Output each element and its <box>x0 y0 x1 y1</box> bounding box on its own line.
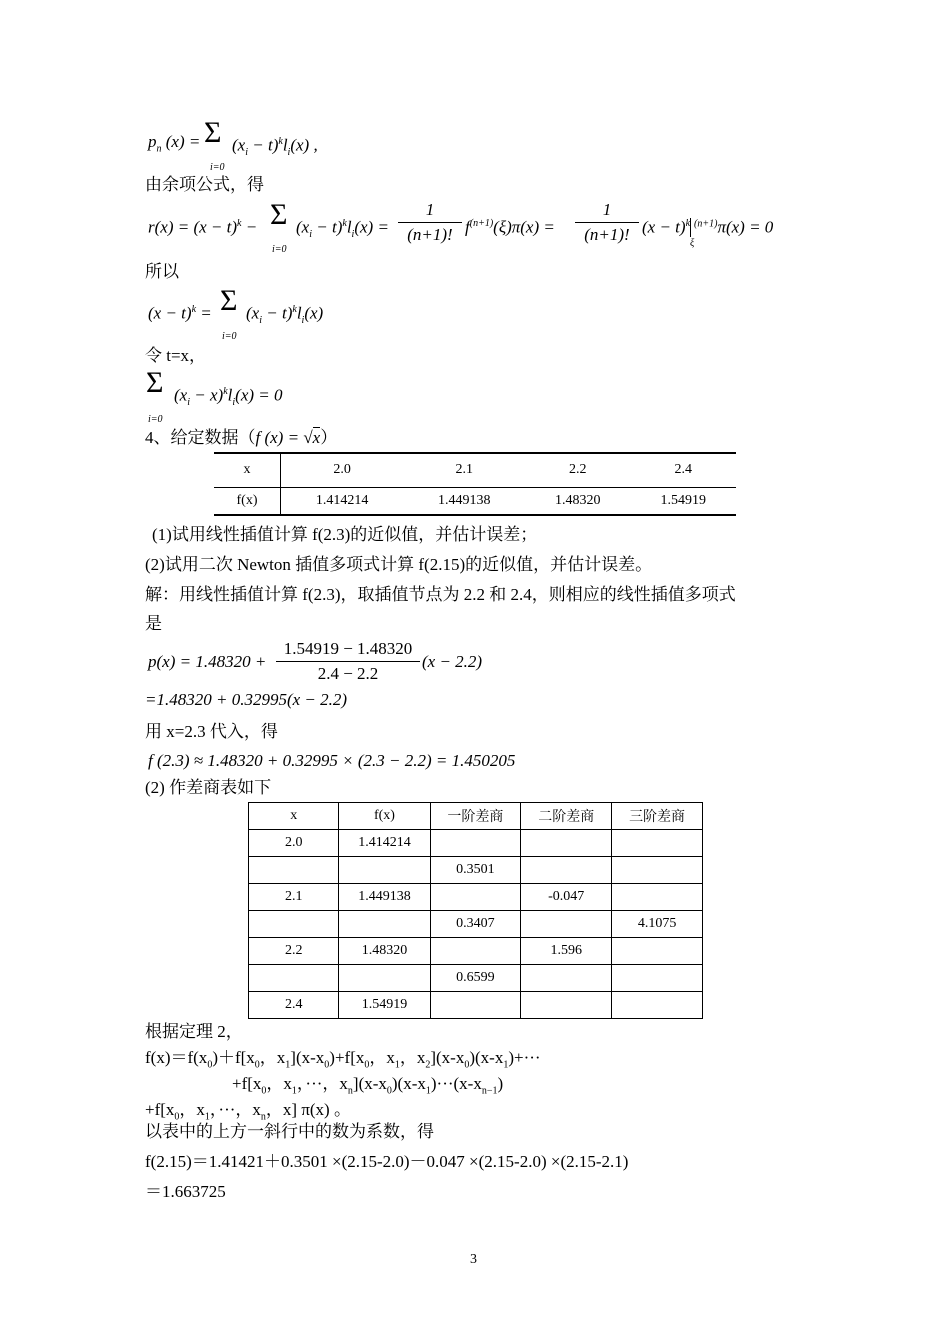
eq-identity-body: $(x_i - t)^kl_i(x)$ <box>246 303 324 327</box>
sum-limit: i=0 <box>272 244 287 255</box>
table-cell: 0.3501 <box>430 857 521 884</box>
table-cell: 1.48320 <box>339 938 430 965</box>
text-remainder: 由余项公式，得 <box>145 175 264 194</box>
coefficient-text: 以表中的上方一斜行中的数为系数，得 <box>145 1122 434 1141</box>
substitute-text: 用 x=2.3 代入，得 <box>145 722 278 741</box>
table-cell: 1.48320 <box>555 492 601 508</box>
eq-zero: $(x_i - x)^kl_i(x) = 0$ <box>174 385 283 409</box>
table-cell: 2.2 <box>569 462 587 478</box>
table-cell <box>612 965 703 992</box>
eq-approx: f (2.3) ≈ 1.48320 + 0.32995 × (2.3 − 2.2) = 1.450205 <box>148 751 516 770</box>
table-cell <box>521 911 612 938</box>
table-cell: 1.414214 <box>339 830 430 857</box>
eq-linear: p(x) = 1.48320 + <box>148 652 267 671</box>
eq-remainder-mid: $(x_i - t)^kl_i(x)$ = <box>296 217 389 241</box>
table-row <box>249 830 703 857</box>
table-cell <box>612 830 703 857</box>
table-cell <box>339 965 430 992</box>
solution-intro: 解：用线性插值计算 f(2.3)，取插值节点为 2.2 和 2.4，则相应的线性插值多项式 <box>145 585 736 604</box>
table-cell <box>249 965 339 992</box>
table-cell: -0.047 <box>521 884 612 911</box>
sum-symbol: Σ <box>270 198 288 231</box>
table-row <box>249 911 703 938</box>
table-header-row <box>249 803 703 830</box>
table-cell: 2.1 <box>455 462 473 478</box>
sum-limit: i=0 <box>210 162 225 173</box>
table-row <box>249 884 703 911</box>
fraction: 1 (n+1)! <box>398 200 462 245</box>
table-cell: 2.0 <box>333 462 351 478</box>
divided-difference-table <box>248 802 703 1019</box>
eq-remainder: $r(x) = (x - t)^k$ − <box>148 217 258 237</box>
table-cell <box>521 857 612 884</box>
table-cell <box>249 911 339 938</box>
diff-table-intro: (2) 作差商表如下 <box>145 778 272 797</box>
eq-remainder-right: $f^{(n+1)}(\xi)\pi(x)$ = <box>465 217 555 237</box>
table-row <box>249 992 703 1019</box>
table-cell: 0.6599 <box>430 965 521 992</box>
eq-linear-tail: (x − 2.2) <box>422 652 483 671</box>
table-cell: 1.54919 <box>339 992 430 1019</box>
table-row <box>214 453 736 487</box>
task-1: (1)试用线性插值计算 f(2.3)的近似值，并估计误差； <box>152 525 538 544</box>
table-cell <box>430 830 521 857</box>
table-row <box>249 857 703 884</box>
sum-limit: i=0 <box>222 331 237 342</box>
solution-intro-cont: 是 <box>145 614 162 633</box>
table-cell <box>430 938 521 965</box>
fraction: 1 (n+1)! <box>575 200 639 245</box>
eq-linear-simplified: =1.48320 + 0.32995(x − 2.2) <box>145 690 348 709</box>
table-cell <box>521 830 612 857</box>
header-cell: 二阶差商 <box>521 803 612 830</box>
eq-pn-body: $(x_i - t)^kl_i(x)$ , <box>232 135 318 159</box>
data-table <box>214 452 736 516</box>
header-cell: 一阶差商 <box>430 803 521 830</box>
header-cell: f(x) <box>339 803 430 830</box>
text-so: 所以 <box>145 262 179 281</box>
sum-symbol: Σ <box>204 116 222 149</box>
table-cell: 2.4 <box>674 462 692 478</box>
table-cell <box>339 911 430 938</box>
table-cell <box>521 992 612 1019</box>
table-cell <box>339 857 430 884</box>
page-number: 3 <box>470 1252 477 1267</box>
header-cell: 三阶差商 <box>612 803 703 830</box>
newton-formula-2: $+f[x_0$，$x_1$，···，$x_n](x-x_0)(x-x_1)\cdot\cdot\cdot(x-x_{n-1})$ <box>232 1074 504 1097</box>
text-let: 令 t=x， <box>145 346 207 365</box>
table-cell: 1.414214 <box>315 492 369 508</box>
calculation: f(2.15)＝1.41421＋0.3501 ×(2.15-2.0)－0.047 ×(2.15-2.0) ×(2.15-2.1) <box>145 1152 629 1171</box>
result: ＝1.663725 <box>145 1182 226 1201</box>
table-cell: 2.2 <box>249 938 339 965</box>
table-cell <box>249 857 339 884</box>
eq-remainder-end: $(x - t)^k$ $^{(n+1)}$π(x) = 0 <box>642 217 774 237</box>
newton-formula-1: $f(x)=f(x_0)+f[x_0$，$x_1](x-x_0)+f[x_0$，$x_1$，$x_2](x-x_0)(x-x_1)+\cdot\cdot\cdot$ <box>145 1048 541 1071</box>
table-row <box>249 965 703 992</box>
sum-symbol: Σ <box>220 284 238 317</box>
sum-limit: i=0 <box>148 414 163 425</box>
table-row <box>249 938 703 965</box>
table-cell: 2.4 <box>249 992 339 1019</box>
table-row <box>214 487 736 515</box>
table-cell: 1.54919 <box>660 492 706 508</box>
sum-symbol: Σ <box>146 366 164 399</box>
header-cell: x <box>249 803 339 830</box>
table-cell: 1.449138 <box>339 884 430 911</box>
table-cell <box>612 857 703 884</box>
table-cell: 0.3407 <box>430 911 521 938</box>
eq-identity: $(x - t)^k$ = <box>148 303 212 323</box>
table-cell: 1.596 <box>521 938 612 965</box>
table-cell <box>612 992 703 1019</box>
table-cell <box>430 884 521 911</box>
eq-pn: $p_n$ (x) = <box>148 132 201 155</box>
xi-sub: ξ <box>690 238 695 249</box>
fraction: 1.54919 − 1.48320 2.4 − 2.2 <box>276 639 420 684</box>
task-2: (2)试用二次 Newton 插值多项式计算 f(2.15)的近似值，并估计误差。 <box>145 555 653 574</box>
table-cell <box>521 965 612 992</box>
table-cell <box>430 992 521 1019</box>
table-cell <box>612 938 703 965</box>
table-cell: f(x) <box>214 487 281 515</box>
table-cell: 2.1 <box>249 884 339 911</box>
newton-formula-3: $+f[x_0$，$x_1$，···，$x_n$，x] π(x) 。 <box>145 1100 351 1123</box>
table-cell: 4.1075 <box>612 911 703 938</box>
table-cell: x <box>214 453 281 487</box>
table-cell <box>612 884 703 911</box>
theorem-text: 根据定理 2， <box>145 1022 243 1041</box>
table-cell: 1.449138 <box>437 492 491 508</box>
table-cell: 2.0 <box>249 830 339 857</box>
question-4: 4、给定数据（f (x) = √x） <box>145 428 338 447</box>
